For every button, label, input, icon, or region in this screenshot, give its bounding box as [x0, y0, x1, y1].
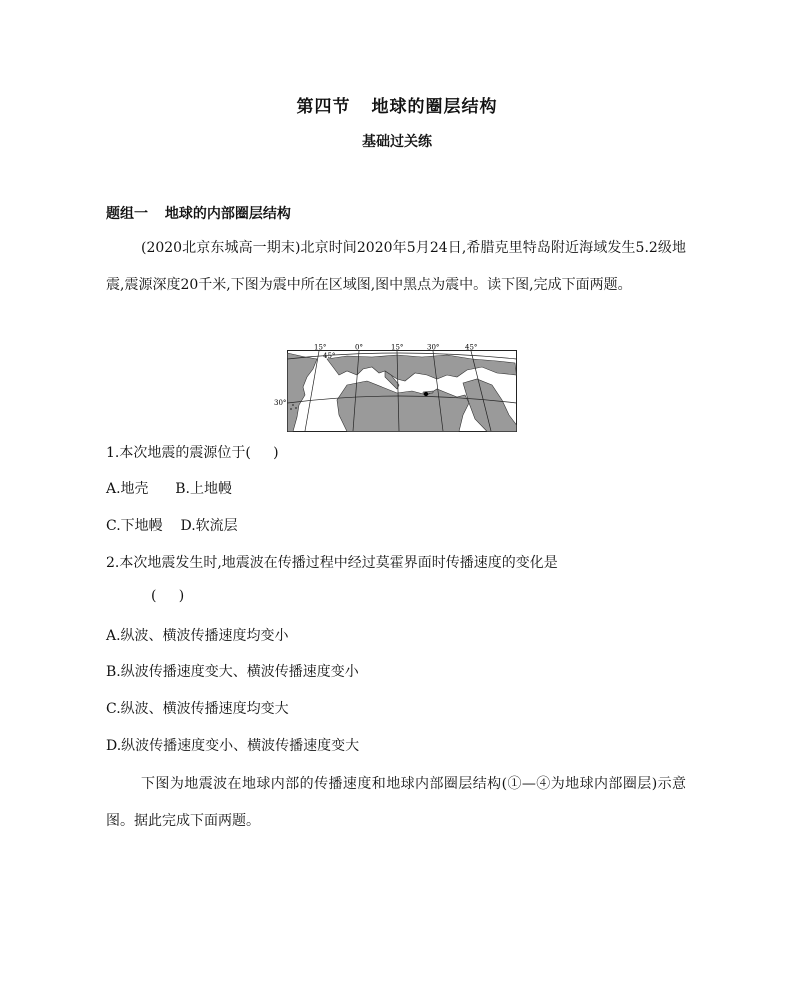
second-intro: 下图为地震波在地球内部的传播速度和地球内部圈层结构(①—④为地球内部圈层)示意图。据此完成下面两题。 — [106, 776, 686, 829]
question-2-stem: 2.本次地震发生时,地震波在传播过程中经过莫霍界面时传播速度的变化是 — [106, 555, 558, 571]
question-2-option-b: B.纵波传播速度变大、横波传播速度变小 — [106, 664, 359, 680]
question-2-option-a: A.纵波、横波传播速度均变小 — [106, 628, 289, 644]
epicenter-region-map — [274, 343, 517, 432]
question-2-option-d: D.纵波传播速度变小、横波传播速度变大 — [106, 738, 360, 754]
map-label-lon-e30: 30° — [427, 343, 440, 352]
question-2-option-c: C.纵波、横波传播速度均变大 — [106, 701, 289, 717]
epicenter-dot — [424, 392, 428, 396]
map-label-lat-30: 30° — [274, 399, 287, 407]
page-title: 第四节 地球的圈层结构 — [296, 97, 498, 117]
question-2-blank: ( ) — [151, 588, 185, 604]
question-1-options-row2: C.下地幔 D.软流层 — [106, 518, 238, 534]
question-1-stem: 1.本次地震的震源位于( ) — [106, 445, 279, 461]
group-heading: 题组一 地球的内部圈层结构 — [106, 206, 291, 222]
map-label-lat-45: 45° — [323, 352, 336, 360]
map-label-lon-w15: 15° — [314, 343, 327, 352]
map-label-lon-e15: 15° — [391, 343, 404, 352]
question-intro: (2020北京东城高一期末)北京时间2020年5月24日,希腊克里特岛附近海域发生5.2级地震,震源深度20千米,下图为震中所在区域图,图中黑点为震中。读下图,完成下面两题。 — [106, 240, 686, 293]
map-label-lon-e45: 45° — [465, 343, 478, 352]
page-subtitle: 基础过关练 — [362, 134, 432, 150]
question-1-options-row1: A.地壳 B.上地幔 — [106, 481, 232, 497]
map-label-lon-0: 0° — [355, 343, 363, 352]
